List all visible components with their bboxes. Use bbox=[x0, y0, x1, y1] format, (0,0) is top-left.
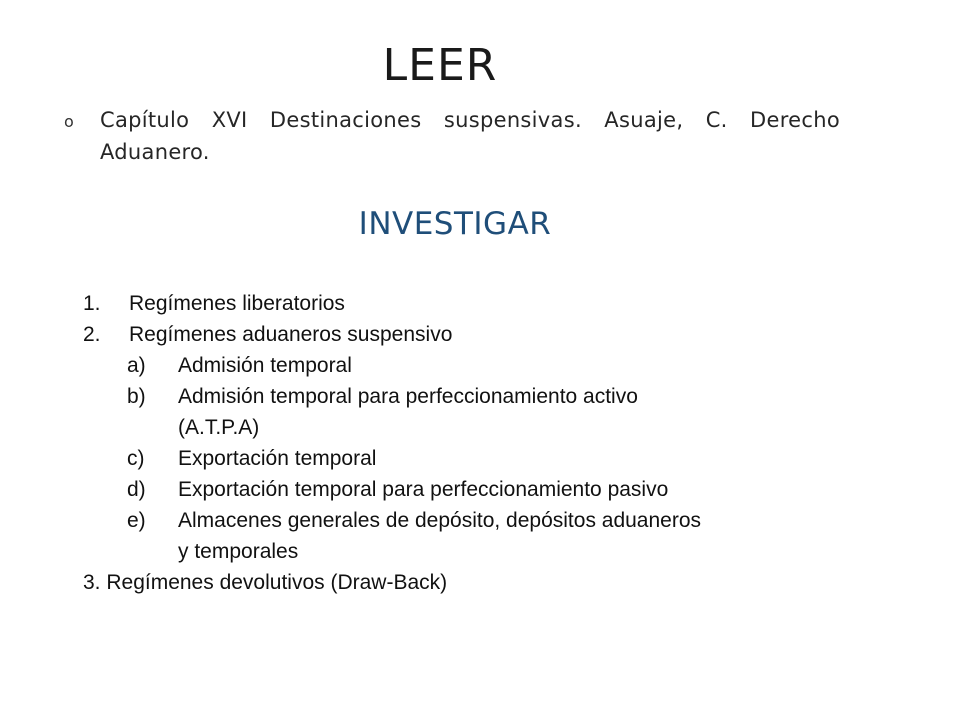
topic-item bbox=[80, 567, 860, 598]
subtopic-item bbox=[80, 505, 860, 536]
subtopic-item bbox=[80, 381, 860, 412]
subtopic-label: Admisión temporal bbox=[178, 354, 352, 377]
subtopic-label: Exportación temporal bbox=[178, 447, 377, 470]
list-marker: b) bbox=[127, 385, 146, 408]
list-marker: e) bbox=[127, 509, 146, 532]
subtopic-item bbox=[80, 443, 860, 474]
list-marker: d) bbox=[127, 478, 146, 501]
topic-label: Regímenes aduaneros suspensivo bbox=[129, 323, 453, 346]
subtopic-label: Almacenes generales de depósito, depósitos aduaneros bbox=[178, 509, 702, 532]
investigate-heading: INVESTIGAR bbox=[358, 206, 552, 242]
topic-list bbox=[80, 288, 860, 598]
reading-assignment bbox=[64, 104, 840, 168]
subtopic-label: Admisión temporal para perfeccionamiento activo bbox=[178, 385, 638, 408]
bullet-marker: o bbox=[64, 112, 75, 131]
subtopic-continuation bbox=[80, 412, 860, 443]
reading-text: Capítulo XVI Destinaciones suspensivas. Asuaje, C. Derecho Aduanero. bbox=[100, 108, 840, 164]
subtopic-item bbox=[80, 474, 860, 505]
list-marker: c) bbox=[127, 447, 145, 470]
list-marker: 2. bbox=[83, 323, 101, 346]
list-marker: a) bbox=[127, 354, 146, 377]
topic-label: Regímenes liberatorios bbox=[129, 292, 345, 315]
topic-item bbox=[80, 319, 860, 350]
subtopic-item bbox=[80, 350, 860, 381]
read-heading: LEER bbox=[382, 40, 498, 91]
list-marker: 1. bbox=[83, 292, 101, 315]
subtopic-label-continuation: y temporales bbox=[178, 540, 299, 563]
topic-item bbox=[80, 288, 860, 319]
subtopic-label: Exportación temporal para perfeccionamiento pasivo bbox=[178, 478, 669, 501]
subtopic-label-continuation: (A.T.P.A) bbox=[178, 416, 260, 439]
subtopic-continuation bbox=[80, 536, 860, 567]
topic-label: 3. Regímenes devolutivos (Draw-Back) bbox=[83, 571, 448, 594]
